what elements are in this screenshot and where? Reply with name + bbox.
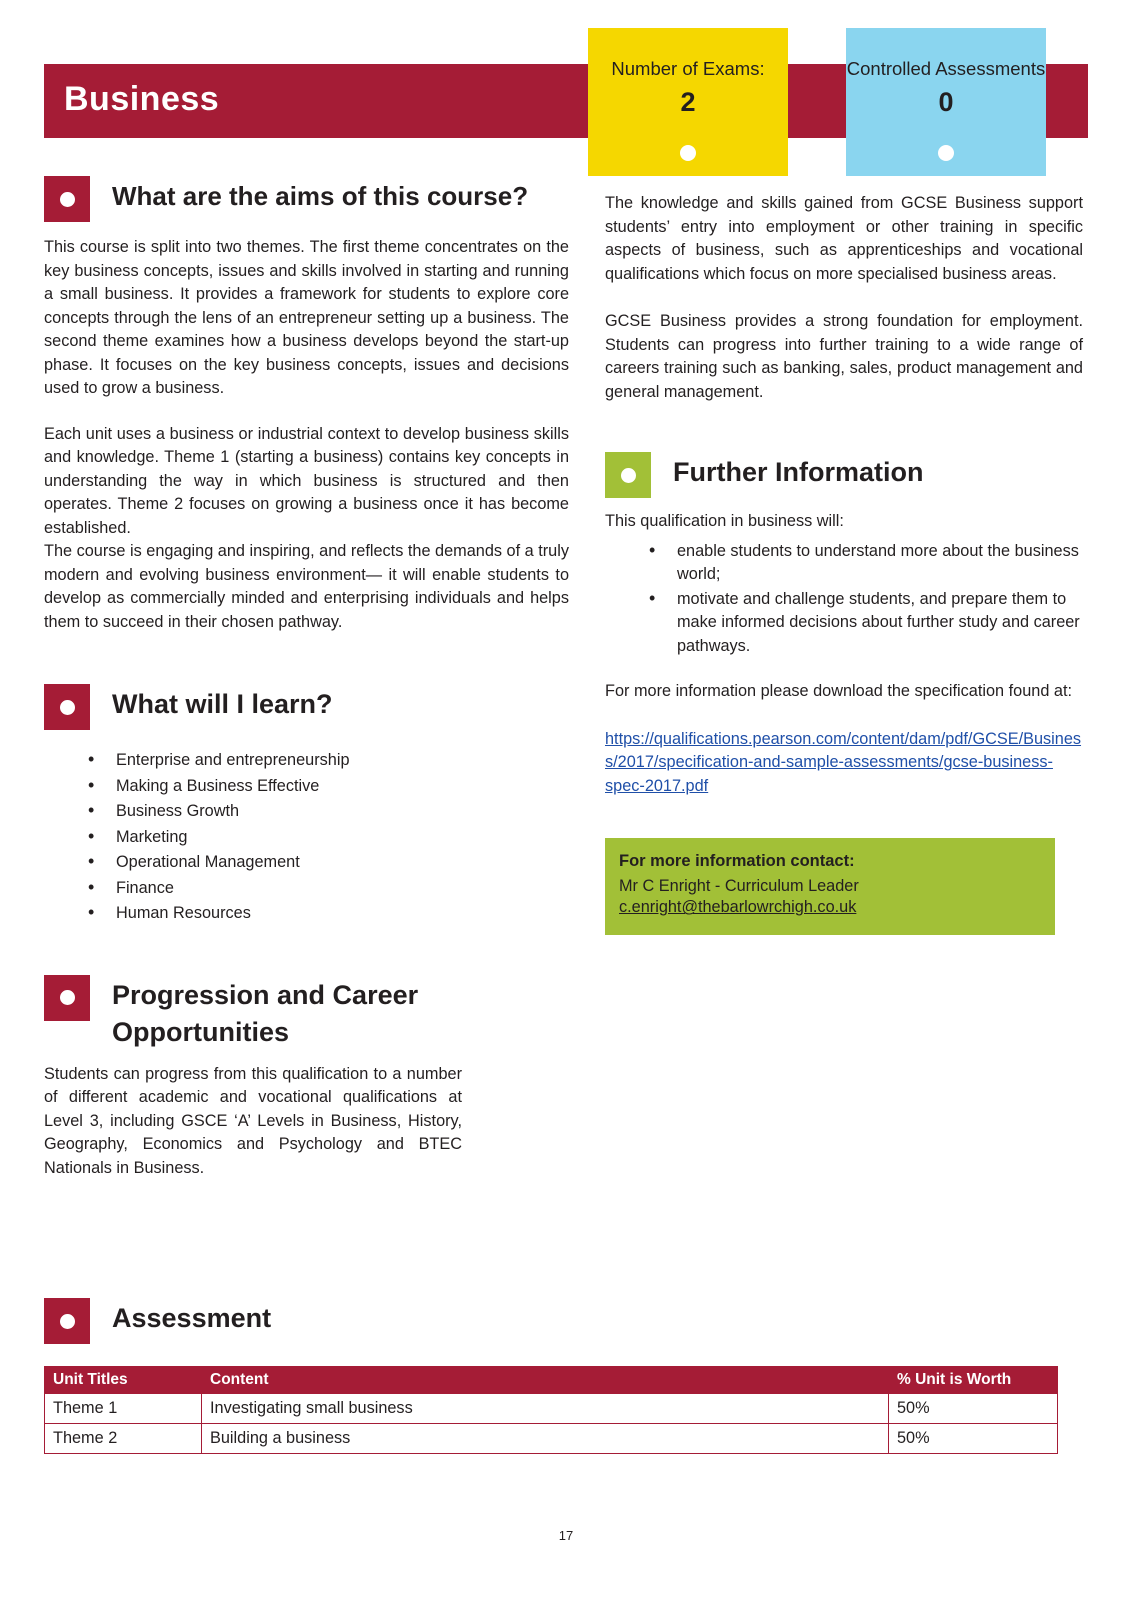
badge-exams-label: Number of Exams: — [611, 58, 765, 79]
cell-unit: Theme 1 — [45, 1394, 202, 1424]
further-info-lead: This qualification in business will: — [605, 512, 844, 530]
intro-paragraph-2: GCSE Business provides a strong foundation for employment. Students can progress into further training to a wide range of careers training such as banking, sales, product management and general management. — [605, 312, 1083, 401]
cell-content: Investigating small business — [202, 1394, 889, 1424]
list-item: • Human Resources — [80, 901, 569, 927]
contact-title: For more information contact: — [619, 852, 855, 871]
bullet-square-icon — [605, 452, 651, 498]
bullet-square-icon — [44, 975, 90, 1021]
page-title: Business — [64, 80, 220, 118]
bullet-square-icon — [44, 684, 90, 730]
cell-content: Building a business — [202, 1424, 889, 1454]
section-further-info-title: Further Information — [673, 457, 924, 487]
section-learn-header — [44, 684, 569, 730]
section-aims-title: What are the aims of this course? — [112, 181, 529, 211]
further-info-list — [605, 540, 1083, 659]
badge-exams-value: 2 — [680, 87, 696, 117]
column-header-content: Content — [202, 1367, 889, 1394]
cell-unit: Theme 2 — [45, 1424, 202, 1454]
cell-worth: 50% — [889, 1424, 1058, 1454]
aims-paragraph-3: The course is engaging and inspiring, and reflects the demands of a truly modern and evolving business environment— it will enable students to develop as commercially minded and enterprising individuals and helps them to succeed in their chosen pathway. — [44, 542, 569, 631]
left-column — [44, 176, 569, 1180]
further-info-more-text: For more information please download the specification found at: — [605, 682, 1072, 701]
list-item: • Operational Management — [80, 850, 569, 876]
badge-controlled-label: Controlled Assessments — [846, 58, 1046, 79]
learn-list — [44, 748, 569, 927]
section-progression-title-line1: Progression and Career — [112, 979, 419, 1010]
section-further-info-header — [605, 452, 1083, 498]
progression-text: Students can progress from this qualification to a number of different academic and vocational qualifications at Level 3, including GSCE ‘A’ Levels in Business, History, Geography, Economics and Psychology and BTEC Nationals in Business. — [44, 1064, 462, 1177]
specification-link[interactable]: https://qualifications.pearson.com/content/dam/pdf/GCSE/Business/2017/specification-and-sample-assessments/gcse-business-spec-2017.pdf — [605, 729, 1082, 795]
bullet-square-icon — [44, 1298, 90, 1344]
aims-paragraph-2: Each unit uses a business or industrial context to develop business skills and knowledge. Theme 1 (starting a business) contains key concepts in understanding the way in which business is structured and then operates. Theme 2 focuses on growing a business once it has become established. — [44, 424, 569, 537]
badge-controlled-dot-icon — [938, 145, 954, 161]
badge-controlled-assessments — [846, 28, 1046, 176]
aims-paragraph-1: This course is split into two themes. The first theme concentrates on the key business concepts, issues and skills involved in starting and running a small business. It provides a framework for students to explore core concepts through the lens of an entrepreneur setting up a business. The second theme examines how a business develops beyond the start-up phase. It focuses on the key business concepts, issues and decisions used to grow a business. — [44, 238, 569, 397]
list-item: • Making a Business Effective — [80, 774, 569, 800]
section-assessment-header — [44, 1298, 1058, 1344]
page-number: 17 — [558, 1528, 574, 1543]
assessment-section — [44, 1298, 1058, 1454]
column-header-percent-worth: % Unit is Worth — [889, 1367, 1058, 1394]
section-progression-title-line2: Opportunities — [112, 1016, 289, 1047]
assessment-table — [44, 1366, 1058, 1454]
right-column — [605, 192, 1083, 935]
table-row — [45, 1394, 1058, 1424]
column-header-unit-titles: Unit Titles — [45, 1367, 202, 1394]
list-item: • Business Growth — [80, 799, 569, 825]
list-item: • Marketing — [80, 825, 569, 851]
list-item: • Finance — [80, 876, 569, 902]
section-assessment-title: Assessment — [112, 1303, 272, 1333]
list-item: • enable students to understand more about the business world; — [641, 540, 1083, 587]
badge-number-of-exams — [588, 28, 788, 176]
section-learn-title: What will I learn? — [112, 689, 333, 719]
list-item: • Enterprise and entrepreneurship — [80, 748, 569, 774]
table-header-row — [45, 1367, 1058, 1394]
section-progression-header — [44, 975, 569, 1051]
contact-box — [605, 838, 1055, 935]
contact-email-link[interactable]: c.enright@thebarlowrchigh.co.uk — [619, 898, 857, 917]
cell-worth: 50% — [889, 1394, 1058, 1424]
table-row — [45, 1424, 1058, 1454]
contact-person: Mr C Enright - Curriculum Leader — [619, 877, 859, 896]
badge-controlled-value: 0 — [938, 87, 954, 117]
list-item: • motivate and challenge students, and prepare them to make informed decisions about further study and career pathways. — [641, 588, 1083, 659]
intro-paragraph-1: The knowledge and skills gained from GCSE Business support students’ entry into employment or other training in specific aspects of business, such as apprenticeships and vocational qualifications which focus on more specialised business areas. — [605, 194, 1083, 283]
badge-exams-dot-icon — [680, 145, 696, 161]
section-aims-header — [44, 176, 569, 222]
bullet-square-icon — [44, 176, 90, 222]
